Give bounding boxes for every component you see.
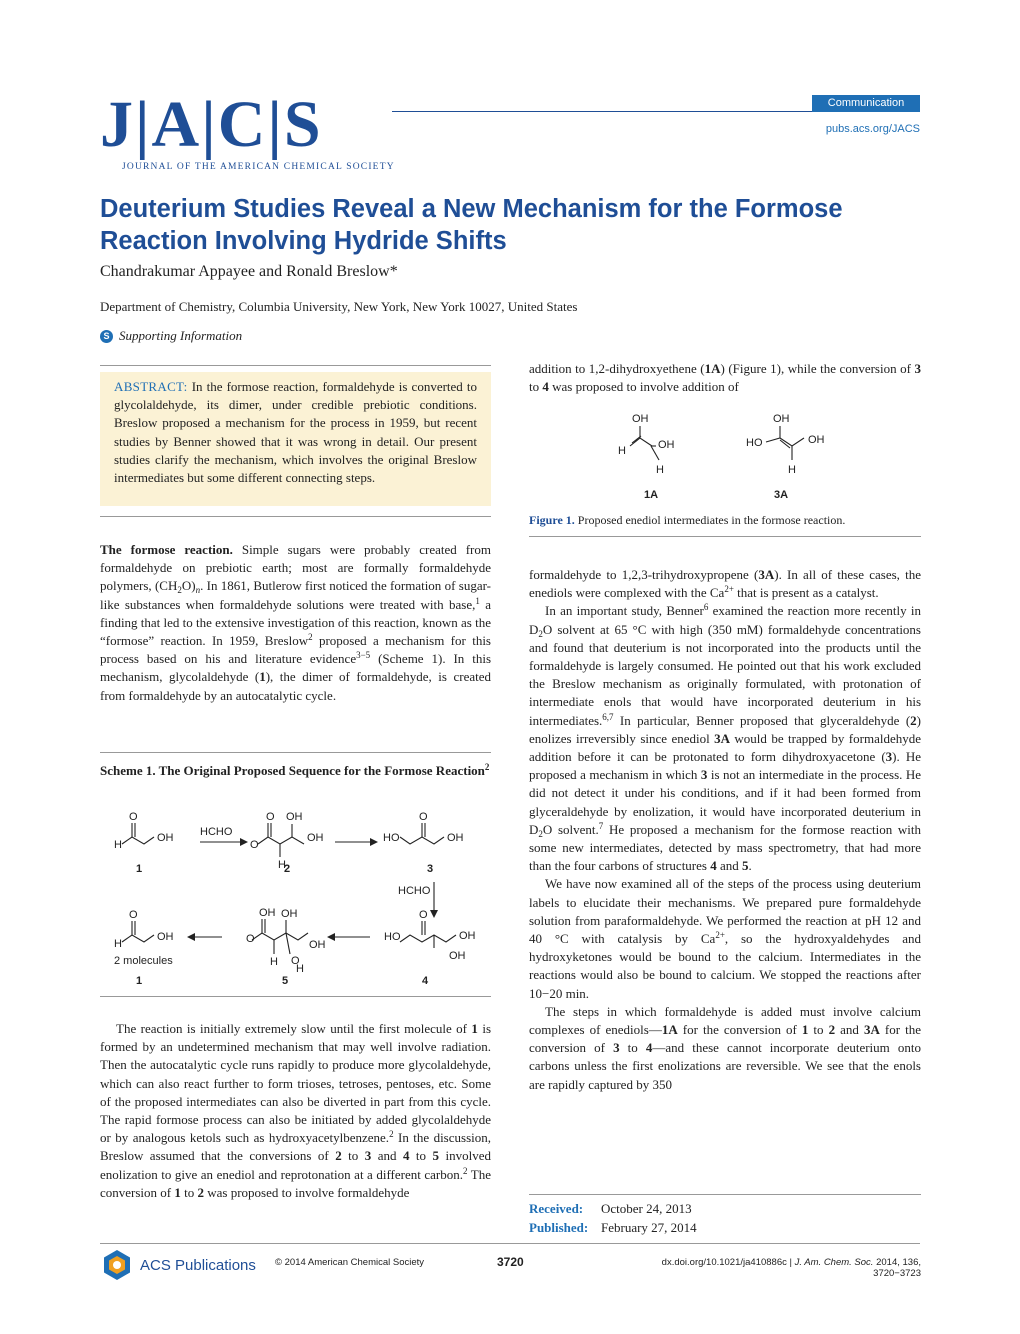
received-date: October 24, 2013	[601, 1201, 692, 1216]
svg-text:O: O	[266, 811, 275, 823]
citation-detail: 2014, 136, 3720−3723	[873, 1257, 921, 1279]
svg-text:HO: HO	[746, 437, 763, 449]
scheme-label-4: 4	[422, 975, 429, 987]
acs-publications-text: ACS Publications	[140, 1256, 256, 1274]
body-text-col2-top: addition to 1,2-dihydroxyethene (1A) (Figure 1), while the conversion of 3 to 4 was proposed to involve addition of	[529, 361, 921, 395]
svg-text:OH: OH	[309, 939, 326, 951]
published-label: Published:	[529, 1219, 589, 1235]
svg-text:HO: HO	[384, 931, 401, 943]
svg-text:OH: OH	[459, 930, 476, 942]
scheme-two-molecules: 2 molecules	[114, 955, 173, 967]
body-text-col2-bottom: formaldehyde to 1,2,3-trihydroxypropene (3A). In all of these cases, the enediols were complexed with the $Ca^{2+}$ that is present as a catalyst. In an important study, Benner$^6$ examined the reaction more recently in $D_2O$ solvent at 65 °C with high (350 mM) formaldehyde concentrations and found that deuterium is not incorporated into the products until the formaldehyde is largely consumed. He pointed out that his work excluded the Breslow mechanism as originally formulated, with protonation of intermediate enols that would have incorporated deuterium in his intermediates.$^{6,7}$ In particular, Benner proposed that glyceraldehyde (2) enolizes irreversibly since enediol 3A would be trapped by formaldehyde addition before it can be protonated to form dihydroxyacetone (3). He proposed a mechanism in which 3 is not an intermediate in the process. He did not detect it under his conditions, and if it had been formed from glyceraldehyde by enolization, it would have incorporated deuterium in $D_2O$ solvent.$^7$ He proposed a mechanism for the formose reaction with some new intermediates, detected by mass spectrometry, that had more than the four carbons of structures 4 and 5. We have now examined all of the steps of the process using deuterium labels to elucidate their mechanisms. We prepared pure formaldehyde solution from paraformaldehyde. We performed the reaction at pH 12 and 40 °C with catalysis by $Ca^{2+}$, so the hydroxyaldehydes and hydroxyketones would be bound to the calcium. Intermediates in the reactions would also be bound to calcium. We stopped the reactions after 10−20 min. The steps in which formaldehyde is added must involve calcium complexes of enediols—1A for the conversion of 1 to 2 and 3A for the conversion of 3 to 4—and these cannot incorporate deuterium onto carbons unless the first enolizations are reversible. We see that the enols are rapidly captured by 350	[529, 567, 922, 1092]
svg-text:O: O	[246, 933, 255, 945]
scheme-label-1b: 1	[136, 975, 143, 987]
scheme-label-2: 2	[284, 863, 291, 875]
scheme-bottom-rule	[100, 996, 491, 997]
svg-text:O: O	[129, 909, 138, 921]
abstract-text: In the formose reaction, formaldehyde is converted to glycolaldehyde, its dimer, under credible prebiotic conditions. Breslow proposed a mechanism for the process in 1959, but recent studies by Benner showed that it was wrong in detail. Our present studies clarify the mechanism, which involves the original Breslow intermediates but some different connecting steps.	[114, 379, 478, 486]
svg-text:O: O	[419, 909, 428, 921]
svg-text:H: H	[114, 938, 122, 950]
figure-1-diagram	[580, 410, 880, 506]
svg-text:OH: OH	[808, 434, 825, 446]
acs-hexagon-icon	[100, 1248, 134, 1282]
svg-text:H: H	[618, 445, 626, 457]
page-number: 3720	[497, 1255, 524, 1269]
svg-text:H: H	[296, 963, 304, 975]
svg-text:O: O	[250, 839, 259, 851]
svg-text:OH: OH	[286, 811, 303, 823]
svg-text:H: H	[656, 464, 664, 476]
scheme-1-diagram	[100, 802, 491, 992]
svg-text:H: H	[788, 464, 796, 476]
svg-text:H: H	[114, 839, 122, 851]
scheme-top-rule	[100, 752, 491, 753]
svg-text:OH: OH	[658, 439, 675, 451]
acs-publications-logo[interactable]	[100, 1248, 256, 1282]
svg-text:O: O	[291, 955, 300, 967]
affiliation: Department of Chemistry, Columbia University, New York, New York 10027, United States	[100, 299, 578, 314]
scheme-caption	[100, 762, 491, 780]
svg-text:OH: OH	[632, 413, 649, 425]
scheme-caption-ref[interactable]: 2	[484, 762, 490, 772]
figure-1-caption	[529, 513, 921, 528]
svg-text:OH: OH	[259, 907, 276, 919]
article-title: Deuterium Studies Reveal a New Mechanism for the Formose Reaction Involving Hydride Shifts	[100, 195, 843, 255]
svg-text:OH: OH	[157, 832, 174, 844]
body-text-col1-top: The formose reaction. Simple sugars were probably created from formaldehyde on prebiotic earth; most are formally formaldehyde polymers, $(CH_2O)_n$. In 1861, Butlerow first noticed the formation of sugar-like substances when formaldehyde solutions were treated with base,$^1$ a finding that led to the extensive investigation of this reaction, known as the “formose” reaction. In 1959, Breslow$^2$ proposed a mechanism for this process based on his and literature evidence$^{3-5}$ (Scheme 1). In this mechanism, glycolaldehyde (1), the dimer of formaldehyde, is created from formaldehyde by an autocatalytic cycle.	[100, 542, 492, 703]
scheme-caption-text: Scheme 1. The Original Proposed Sequence for the Formose Reaction	[100, 763, 485, 778]
svg-text:HO: HO	[383, 832, 400, 844]
figure-caption-text: Proposed enediol intermediates in the formose reaction.	[577, 513, 846, 527]
logo-subtitle: JOURNAL OF THE AMERICAN CHEMICAL SOCIETY	[122, 162, 395, 172]
publication-dates	[529, 1200, 921, 1237]
svg-text:OH: OH	[157, 931, 174, 943]
figure-rule	[529, 536, 921, 537]
svg-text:H: H	[270, 956, 278, 968]
svg-text:OH: OH	[773, 413, 790, 425]
doi: dx.doi.org/10.1021/ja410886c	[661, 1257, 787, 1268]
supporting-info-link[interactable]	[100, 328, 242, 344]
scheme-label-3: 3	[427, 863, 434, 875]
figure-label-1a: 1A	[644, 489, 659, 501]
svg-text:O: O	[129, 811, 138, 823]
article-type-badge: Communication	[812, 95, 920, 112]
logo-letters: J|A|C|S	[100, 88, 323, 161]
abstract-box	[100, 372, 491, 506]
journal-abbrev: J. Am. Chem. Soc.	[794, 1257, 874, 1268]
figure-label-3a: 3A	[774, 489, 789, 501]
author-list[interactable]: Chandrakumar Appayee and Ronald Breslow*	[100, 263, 398, 280]
svg-text:HCHO: HCHO	[200, 826, 233, 838]
footer-rule	[100, 1243, 920, 1244]
body-text-col1-bottom: The reaction is initially extremely slow until the first molecule of 1 is formed by an undetermined mechanism that may well involve radiation. Then the autocatalytic cycle runs rapidly to produce more glycolaldehyde, which can also react further to form trioses, tetroses, pentoses, etc. Some of the proposed intermediates can also be diverted in part from this cycle. The rapid formose process can also be initiated by added glycolaldehyde or by analogous ketols such as hydroxyacetylbenzene.$^2$ In the discussion, Breslow assumed that the conversions of 2 to 3 and 4 to 5 involved enolization to give an enediol and reprotonation at a different carbon.$^2$ The conversion of 1 to 2 was proposed to involve formaldehyde	[100, 1021, 492, 1200]
svg-text:OH: OH	[307, 832, 324, 844]
doi-citation[interactable]: dx.doi.org/10.1021/ja410886c | J. Am. Chem. Soc. 2014, 136, 3720−3723	[661, 1257, 921, 1279]
svg-text:OH: OH	[447, 832, 464, 844]
svg-text:H: H	[278, 859, 286, 871]
supporting-info-label: Supporting Information	[119, 328, 243, 343]
svg-text:OH: OH	[449, 950, 466, 962]
abstract-section	[100, 365, 491, 517]
scheme-label-5: 5	[282, 975, 289, 987]
published-date: February 27, 2014	[601, 1219, 697, 1235]
scheme-label-1: 1	[136, 863, 143, 875]
svg-text:OH: OH	[281, 908, 298, 920]
supporting-info-icon: S	[100, 330, 113, 343]
journal-site-link[interactable]: pubs.acs.org/JACS	[825, 123, 920, 135]
dates-rule	[529, 1194, 921, 1195]
received-label: Received:	[529, 1201, 584, 1216]
copyright: © 2014 American Chemical Society	[275, 1257, 425, 1268]
svg-text:HCHO: HCHO	[398, 885, 431, 897]
journal-logo[interactable]	[100, 88, 400, 172]
svg-text:O: O	[419, 811, 428, 823]
abstract-label: ABSTRACT:	[114, 379, 188, 394]
figure-caption-label: Figure 1.	[529, 513, 575, 527]
